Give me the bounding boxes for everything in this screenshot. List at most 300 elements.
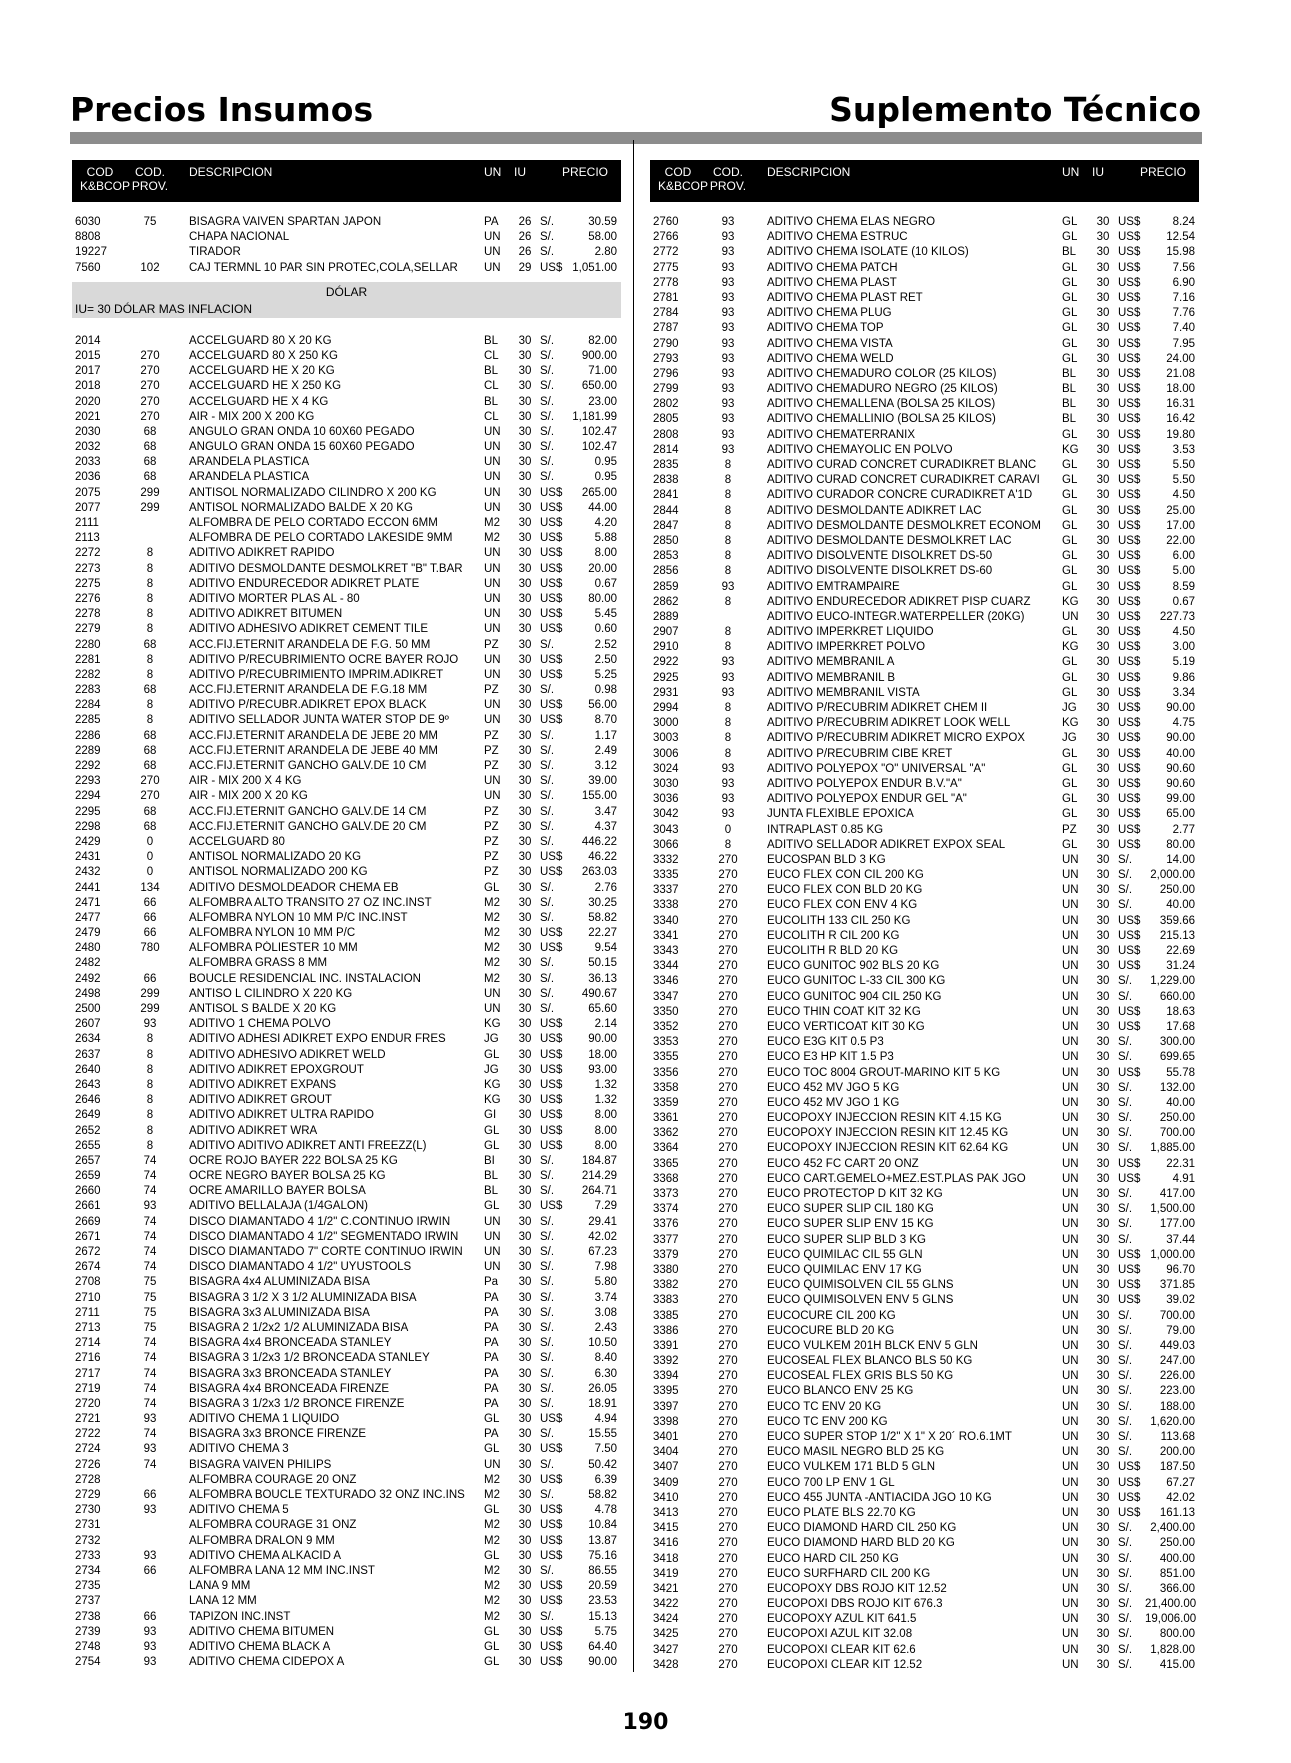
- cell-currency: US$: [1118, 550, 1141, 563]
- cell-price: 3.34: [1172, 686, 1195, 699]
- cell-iu: 30: [518, 1109, 532, 1122]
- cell-prov: 270: [718, 1112, 738, 1125]
- cell-cod: 2018: [75, 380, 101, 393]
- cell-price: 3.12: [594, 760, 617, 772]
- cell-un: GL: [1062, 777, 1078, 790]
- cell-prov: 66: [143, 972, 157, 985]
- cell-price: 9.86: [1172, 671, 1195, 684]
- cell-cod: 2033: [75, 456, 101, 469]
- cell-un: BL: [484, 365, 499, 378]
- table-row: [72, 835, 621, 850]
- cell-price: 40.00: [1166, 1096, 1195, 1109]
- cell-desc: EUCOPOXY DBS ROJO KIT 12.52: [767, 1582, 947, 1595]
- cell-desc: EUCO SURFHARD CIL 200 KG: [767, 1567, 931, 1580]
- table-row: [650, 595, 1199, 610]
- cell-un: GL: [484, 1443, 500, 1456]
- cell-desc: EUCO SUPER SLIP CIL 180 KG: [767, 1203, 934, 1216]
- cell-desc: ADITIVO CHEMA 3: [189, 1443, 289, 1456]
- cell-desc: ADITIVO CHEMA 1 LIQUIDO: [189, 1413, 340, 1426]
- cell-price: 96.70: [1166, 1263, 1195, 1276]
- table-row: [650, 382, 1199, 397]
- cell-price: 0.67: [1172, 595, 1195, 608]
- cell-un: GL: [1062, 459, 1078, 471]
- cell-price: 44.00: [588, 501, 617, 514]
- cell-prov: 68: [143, 441, 157, 454]
- cell-currency: S/.: [1118, 1127, 1133, 1140]
- cell-currency: US$: [1118, 443, 1141, 456]
- cell-desc: ADITIVO CHEMA ELAS NEGRO: [767, 216, 936, 228]
- cell-currency: S/.: [540, 911, 555, 924]
- cell-prov: 75: [143, 1276, 157, 1289]
- cell-iu: 30: [518, 744, 532, 757]
- cell-iu: 30: [518, 1610, 532, 1623]
- cell-cod: 2431: [75, 851, 101, 864]
- table-row: [72, 774, 621, 789]
- cell-un: UN: [1062, 1400, 1079, 1413]
- cell-iu: 30: [1096, 1400, 1110, 1413]
- table-row: [650, 1005, 1199, 1020]
- cell-price: 42.02: [588, 1230, 617, 1243]
- cell-cod: 2814: [653, 443, 679, 456]
- cell-iu: 30: [518, 1443, 532, 1456]
- cell-un: PA: [484, 1367, 499, 1380]
- cell-prov: 74: [143, 1352, 157, 1365]
- cell-price: 4.75: [1172, 717, 1195, 730]
- cell-prov: 93: [721, 762, 735, 775]
- cell-desc: ADITIVO ADIKRET ULTRA RAPIDO: [189, 1109, 374, 1122]
- table-row: [650, 1506, 1199, 1521]
- cell-currency: S/.: [1118, 1188, 1133, 1200]
- cell-prov: 8: [146, 1033, 154, 1046]
- cell-iu: 30: [1096, 1446, 1110, 1459]
- cell-price: 67.23: [588, 1246, 617, 1258]
- cell-un: BL: [484, 334, 499, 347]
- cell-desc: ADITIVO MORTER PLAS AL - 80: [189, 592, 360, 605]
- cell-iu: 29: [518, 261, 532, 274]
- cell-prov: 270: [140, 775, 160, 788]
- cell-un: UN: [1062, 1172, 1079, 1185]
- cell-currency: US$: [1118, 231, 1141, 244]
- cell-iu: 30: [518, 425, 532, 438]
- cell-price: 2.43: [594, 1321, 617, 1334]
- cell-price: 5.00: [1172, 565, 1195, 578]
- cell-prov: 68: [143, 684, 157, 697]
- cell-iu: 30: [518, 532, 532, 545]
- cell-cod: 2853: [653, 550, 679, 563]
- cell-prov: 93: [721, 322, 735, 335]
- cell-cod: 2294: [75, 790, 101, 803]
- cell-iu: 30: [518, 1519, 532, 1532]
- cell-un: UN: [1062, 960, 1079, 973]
- cell-desc: TAPIZON INC.INST: [189, 1610, 291, 1623]
- cell-un: PZ: [484, 835, 499, 848]
- cell-iu: 30: [1096, 1188, 1110, 1200]
- cell-desc: ADITIVO P/RECUBRIM ADIKRET CHEM II: [767, 702, 988, 714]
- cell-currency: S/.: [1118, 1355, 1133, 1368]
- cell-price: 64.40: [588, 1640, 617, 1653]
- cell-price: 1,500.00: [1150, 1203, 1195, 1216]
- cell-price: 19.80: [1166, 428, 1195, 441]
- cell-cod: 2432: [75, 866, 101, 879]
- cell-iu: 30: [1096, 702, 1110, 714]
- table-body-top: [72, 215, 621, 276]
- cell-iu: 30: [1096, 489, 1110, 502]
- cell-iu: 30: [518, 820, 532, 833]
- section-currency-title: DÓLAR: [325, 284, 368, 299]
- cell-cod: 3404: [653, 1446, 679, 1459]
- cell-prov: 8: [724, 626, 732, 639]
- cell-prov: 93: [721, 276, 735, 289]
- cell-prov: 74: [143, 1154, 157, 1167]
- table-row: [650, 853, 1199, 868]
- cell-prov: 270: [718, 1248, 738, 1261]
- cell-desc: DISCO DIAMANTADO 7" CORTE CONTINUO IRWIN: [189, 1246, 463, 1258]
- cell-desc: ANGULO GRAN ONDA 10 60X60 PEGADO: [189, 425, 415, 438]
- cell-iu: 30: [1096, 929, 1110, 942]
- cell-price: 19,006.00: [1145, 1613, 1197, 1626]
- table-row: [650, 1339, 1199, 1354]
- cell-price: 7.98: [594, 1261, 617, 1274]
- cell-desc: EUCO DIAMOND HARD BLD 20 KG: [767, 1537, 955, 1550]
- cell-cod: 3383: [653, 1294, 679, 1307]
- cell-currency: S/.: [1118, 1522, 1133, 1535]
- cell-desc: EUCOPOXY INJECCION RESIN KIT 12.45 KG: [767, 1127, 1009, 1140]
- cell-un: UN: [484, 608, 501, 621]
- cell-prov: 270: [718, 899, 738, 912]
- cell-currency: US$: [1118, 276, 1141, 289]
- cell-cod: 2714: [75, 1337, 101, 1350]
- cell-desc: ADITIVO CHEMADURO COLOR (25 KILOS): [767, 367, 997, 380]
- cell-prov: 270: [718, 1218, 738, 1231]
- cell-un: UN: [1062, 1522, 1079, 1535]
- cell-iu: 30: [518, 987, 532, 1000]
- table-row: [72, 1108, 621, 1123]
- cell-un: BL: [484, 395, 499, 408]
- cell-iu: 30: [1096, 1203, 1110, 1216]
- cell-un: UN: [484, 471, 501, 484]
- cell-prov: 93: [721, 808, 735, 821]
- cell-desc: ACCELGUARD HE X 4 KG: [189, 395, 329, 408]
- cell-prov: 299: [140, 501, 160, 514]
- cell-cod: 2733: [75, 1549, 101, 1562]
- cell-cod: 2889: [653, 610, 679, 623]
- cell-iu: 30: [1096, 671, 1110, 684]
- cell-un: UN: [484, 246, 501, 259]
- cell-prov: 270: [718, 929, 738, 942]
- cell-price: 5.50: [1172, 474, 1195, 487]
- cell-desc: EUCO BLANCO ENV 25 KG: [767, 1385, 914, 1398]
- cell-un: CL: [484, 380, 499, 393]
- cell-currency: US$: [1118, 504, 1141, 517]
- cell-prov: 93: [721, 443, 735, 456]
- cell-prov: 270: [718, 1127, 738, 1140]
- cell-cod: 3395: [653, 1385, 679, 1398]
- table-row: [72, 653, 621, 668]
- cell-desc: EUCO TC ENV 200 KG: [767, 1415, 888, 1428]
- cell-currency: US$: [1118, 459, 1141, 471]
- table-row: [72, 956, 621, 971]
- cell-iu: 30: [1096, 945, 1110, 957]
- cell-iu: 30: [518, 684, 532, 697]
- cell-cod: 2280: [75, 638, 101, 651]
- cell-desc: ANTISOL NORMALIZADO 20 KG: [189, 851, 362, 864]
- cell-desc: ANTISOL NORMALIZADO CILINDRO X 200 KG: [189, 486, 437, 499]
- cell-prov: 75: [143, 1291, 157, 1304]
- cell-prov: 8: [146, 1094, 154, 1107]
- cell-cod: 3359: [653, 1096, 679, 1109]
- table-row: [650, 883, 1199, 898]
- cell-iu: 30: [1096, 1643, 1110, 1656]
- cell-desc: ALFOMBRA COURAGE 20 ONZ: [189, 1473, 357, 1486]
- cell-iu: 30: [518, 1656, 532, 1669]
- cell-price: 10.50: [588, 1337, 617, 1350]
- cell-currency: S/.: [1118, 1598, 1133, 1611]
- cell-un: BL: [1062, 398, 1077, 411]
- cell-un: GL: [1062, 322, 1078, 335]
- cell-currency: S/.: [540, 972, 555, 985]
- cell-un: UN: [484, 486, 501, 499]
- cell-iu: 30: [1096, 686, 1110, 699]
- section-note: IU= 30 DÓLAR MAS INFLACION: [75, 301, 253, 316]
- cell-currency: US$: [1118, 914, 1141, 927]
- cell-un: GL: [1062, 504, 1078, 517]
- table-row: [650, 1612, 1199, 1627]
- table-row: [72, 1215, 621, 1230]
- cell-un: UN: [1062, 1203, 1079, 1216]
- cell-price: 30.25: [588, 896, 617, 909]
- cell-price: 40.00: [1166, 899, 1195, 912]
- cell-un: UN: [1062, 1248, 1079, 1261]
- cell-desc: ALFOMBRA LANA 12 MM INC.INST: [189, 1564, 375, 1577]
- cell-cod: 3353: [653, 1036, 679, 1049]
- cell-un: UN: [1062, 1658, 1079, 1671]
- cell-price: 71.00: [588, 365, 617, 378]
- table-row: [650, 1157, 1199, 1172]
- cell-iu: 30: [1096, 626, 1110, 639]
- table-row: [650, 1202, 1199, 1217]
- cell-prov: 93: [721, 291, 735, 304]
- cell-cod: 2790: [653, 337, 679, 350]
- table-row: [650, 1293, 1199, 1308]
- cell-iu: 30: [1096, 1522, 1110, 1535]
- cell-currency: S/.: [540, 805, 555, 818]
- cell-desc: EUCOPOXY AZUL KIT 641.5: [767, 1613, 917, 1626]
- cell-iu: 30: [1096, 459, 1110, 471]
- cell-price: 3.08: [594, 1306, 617, 1319]
- cell-un: UN: [1062, 1279, 1079, 1292]
- table-row: [72, 1245, 621, 1260]
- cell-un: M2: [484, 927, 500, 940]
- cell-iu: 30: [518, 699, 532, 712]
- cell-desc: EUCO SUPER SLIP ENV 15 KG: [767, 1218, 934, 1231]
- cell-un: M2: [484, 942, 500, 955]
- table-row: [650, 230, 1199, 245]
- cell-desc: ADITIVO POLYEPOX "O" UNIVERSAL "A": [767, 762, 986, 775]
- cell-desc: ACC.FIJ.ETERNIT GANCHO GALV.DE 20 CM: [189, 820, 427, 833]
- cell-prov: 270: [718, 1446, 738, 1459]
- cell-prov: 74: [143, 1382, 157, 1395]
- cell-currency: S/.: [540, 216, 555, 228]
- cell-iu: 30: [1096, 367, 1110, 380]
- cell-prov: 270: [718, 1020, 738, 1033]
- cell-un: UN: [1062, 1188, 1079, 1200]
- cell-currency: S/.: [1118, 853, 1133, 866]
- cell-cod: 2859: [653, 580, 679, 593]
- cell-cod: 3036: [653, 793, 679, 806]
- cell-desc: ADITIVO CHEMA PLAST RET: [767, 291, 923, 304]
- cell-desc: AIR - MIX 200 X 20 KG: [189, 790, 308, 803]
- cell-un: JG: [484, 1063, 499, 1076]
- cell-prov: 270: [718, 1309, 738, 1322]
- cell-cod: 3379: [653, 1248, 679, 1261]
- cell-desc: ACCELGUARD 80: [189, 835, 285, 848]
- cell-prov: 270: [718, 1506, 738, 1519]
- cell-price: 18.63: [1166, 1005, 1195, 1018]
- cell-iu: 30: [518, 1139, 532, 1152]
- cell-prov: 270: [718, 1233, 738, 1246]
- cell-iu: 30: [1096, 1096, 1110, 1109]
- cell-cod: 2838: [653, 474, 679, 487]
- table-row: [72, 1321, 621, 1336]
- cell-cod: 2014: [75, 334, 101, 347]
- table-row: [650, 823, 1199, 838]
- table-row: [72, 395, 621, 410]
- cell-desc: ADITIVO IMPERKRET POLVO: [767, 641, 926, 654]
- cell-un: GL: [484, 1124, 500, 1137]
- cell-price: 5.88: [594, 532, 617, 545]
- cell-currency: S/.: [540, 1291, 555, 1304]
- cell-un: PZ: [484, 851, 499, 864]
- cell-currency: US$: [540, 1640, 563, 1653]
- cell-un: UN: [1062, 1339, 1079, 1352]
- cell-cod: 2708: [75, 1276, 101, 1289]
- cell-price: 415.00: [1159, 1658, 1195, 1671]
- table-row: [72, 1275, 621, 1290]
- cell-iu: 30: [1096, 747, 1110, 760]
- cell-un: GL: [1062, 261, 1078, 274]
- cell-iu: 30: [1096, 443, 1110, 456]
- cell-desc: ADITIVO CHEMA VISTA: [767, 337, 893, 350]
- cell-cod: 2671: [75, 1230, 101, 1243]
- cell-un: UN: [1062, 899, 1079, 912]
- cell-desc: ALFOMBRA BOUCLE TEXTURADO 32 ONZ INC.INS: [189, 1489, 465, 1501]
- cell-iu: 30: [1096, 975, 1110, 988]
- cell-iu: 30: [518, 881, 532, 894]
- cell-prov: 8: [724, 489, 732, 502]
- cell-un: BI: [484, 1154, 495, 1167]
- header-un: UN: [1062, 165, 1080, 179]
- cell-currency: S/.: [540, 957, 555, 970]
- cell-currency: US$: [1118, 383, 1141, 396]
- cell-prov: 93: [721, 686, 735, 699]
- cell-prov: 8: [146, 547, 154, 560]
- table-row: [72, 896, 621, 911]
- cell-iu: 30: [1096, 1081, 1110, 1094]
- cell-prov: 93: [721, 777, 735, 790]
- cell-un: UN: [1062, 1415, 1079, 1428]
- table-row: [650, 1521, 1199, 1536]
- cell-un: PZ: [484, 744, 499, 757]
- cell-desc: ADITIVO CHEMALLENA (BOLSA 25 KILOS): [767, 398, 996, 411]
- cell-cod: 2295: [75, 805, 101, 818]
- cell-price: 4.94: [594, 1413, 617, 1426]
- cell-desc: LANA 9 MM: [189, 1580, 251, 1593]
- table-row: [72, 713, 621, 728]
- table-row: [72, 926, 621, 941]
- cell-un: UN: [1062, 1385, 1079, 1398]
- table-row: [650, 1324, 1199, 1339]
- cell-cod: 2283: [75, 684, 101, 697]
- table-row: [650, 929, 1199, 944]
- cell-desc: ADITIVO ADIKRET GROUT: [189, 1094, 332, 1107]
- cell-currency: US$: [1118, 307, 1141, 320]
- cell-price: 17.00: [1166, 519, 1195, 532]
- cell-desc: EUCO GUNITOC 902 BLS 20 KG: [767, 960, 940, 973]
- cell-un: GL: [484, 1625, 500, 1638]
- table-row: [72, 440, 621, 455]
- cell-prov: 93: [721, 383, 735, 396]
- cell-desc: ACCELGUARD HE X 250 KG: [189, 380, 342, 393]
- cell-price: 5.75: [594, 1625, 617, 1638]
- table-row: [650, 1597, 1199, 1612]
- table-row: [650, 1066, 1199, 1081]
- cell-price: 247.00: [1159, 1355, 1195, 1368]
- cell-prov: 66: [143, 1564, 157, 1577]
- cell-cod: 2075: [75, 486, 101, 499]
- cell-cod: 2281: [75, 653, 101, 666]
- table-row: [72, 1564, 621, 1579]
- cell-prov: 93: [721, 428, 735, 441]
- cell-un: GL: [1062, 550, 1078, 563]
- cell-cod: 3361: [653, 1112, 679, 1125]
- cell-un: UN: [1062, 1552, 1079, 1565]
- cell-un: UN: [1062, 1096, 1079, 1109]
- cell-iu: 30: [518, 1063, 532, 1076]
- cell-un: UN: [484, 592, 501, 605]
- cell-iu: 30: [1096, 261, 1110, 274]
- cell-un: UN: [1062, 1066, 1079, 1079]
- cell-prov: 68: [143, 471, 157, 484]
- cell-iu: 30: [1096, 990, 1110, 1003]
- cell-prov: 299: [140, 486, 160, 499]
- table-row: [650, 519, 1199, 534]
- cell-currency: US$: [1118, 1491, 1141, 1504]
- cell-currency: S/.: [540, 775, 555, 788]
- cell-currency: S/.: [540, 425, 555, 438]
- cell-currency: S/.: [540, 471, 555, 484]
- cell-price: 17.68: [1166, 1020, 1195, 1033]
- cell-prov: 8: [724, 474, 732, 487]
- cell-un: UN: [1062, 1582, 1079, 1595]
- cell-prov: 8: [146, 1048, 154, 1061]
- cell-desc: ADITIVO CHEMA 5: [189, 1504, 289, 1517]
- cell-cod: 3407: [653, 1461, 679, 1474]
- table-row: [650, 959, 1199, 974]
- cell-currency: US$: [540, 562, 563, 575]
- cell-un: PA: [484, 1291, 499, 1304]
- cell-currency: S/.: [540, 1352, 555, 1365]
- cell-un: UN: [1062, 1142, 1079, 1155]
- cell-un: GL: [1062, 489, 1078, 502]
- cell-price: 6.00: [1172, 550, 1195, 563]
- cell-price: 7.29: [594, 1200, 617, 1213]
- cell-desc: DISCO DIAMANTADO 4 1/2" UYUSTOOLS: [189, 1261, 412, 1274]
- cell-cod: 2637: [75, 1048, 101, 1061]
- cell-desc: EUCOSPAN BLD 3 KG: [767, 853, 886, 866]
- cell-price: 16.42: [1166, 413, 1195, 426]
- cell-desc: ADITIVO DESMOLDANTE ADIKRET LAC: [767, 504, 982, 517]
- table-row: [650, 1187, 1199, 1202]
